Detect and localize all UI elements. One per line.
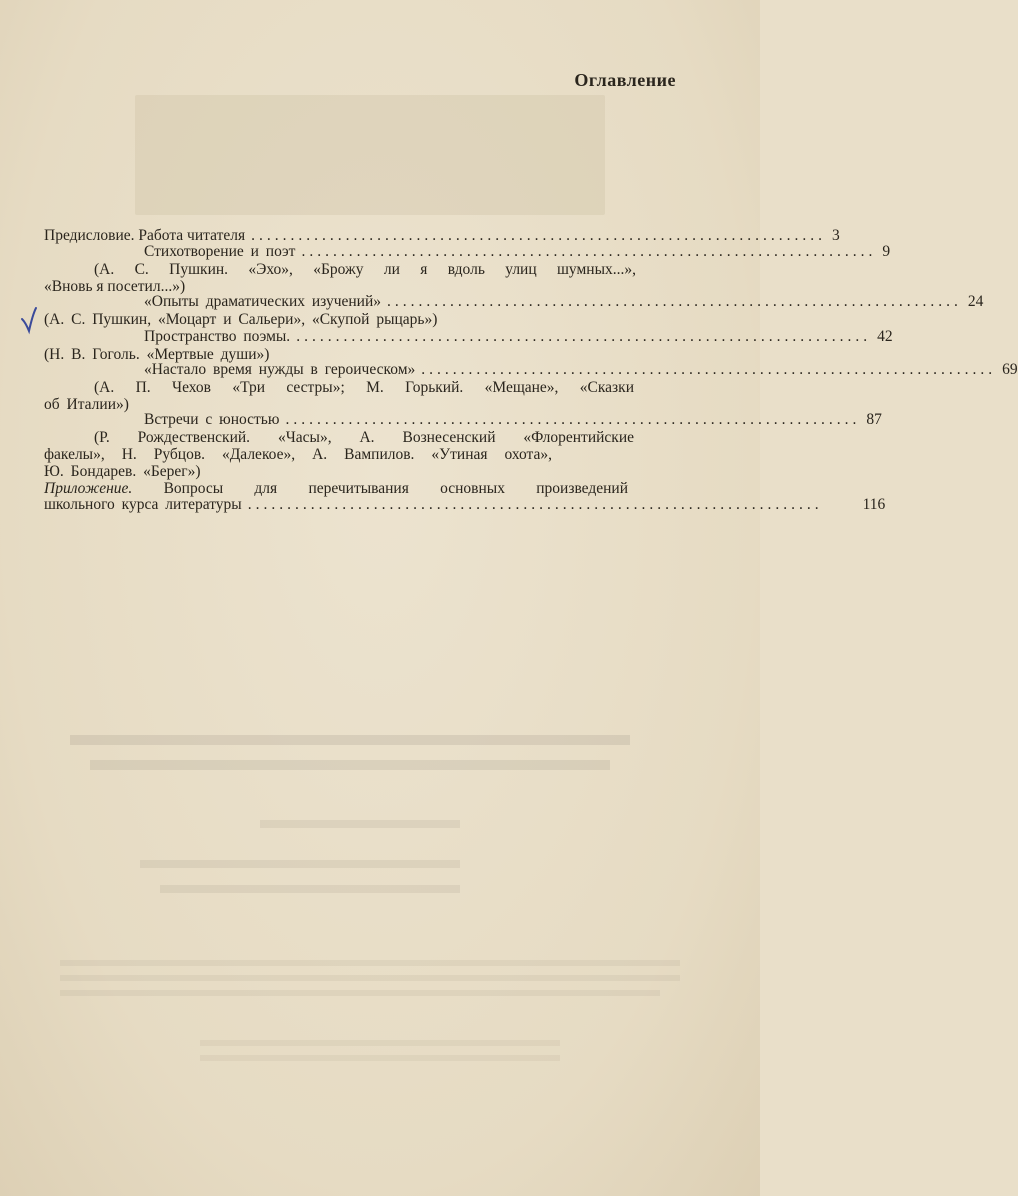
- toc-page-number: 116: [862, 496, 886, 513]
- toc-entry-space-of-poem[interactable]: [144, 327, 893, 347]
- leader-dots: .........................................................................: [387, 293, 962, 310]
- appendix-label: Приложение.: [44, 480, 133, 497]
- paper-stain: [135, 95, 605, 215]
- leader-dots: .........................................................................: [421, 361, 997, 378]
- toc-entry-appendix-cont[interactable]: [44, 495, 886, 515]
- toc-entry-heroic-time[interactable]: [144, 360, 1018, 380]
- toc-subtitle: (Н. В. Гоголь. «Мертвые души»): [44, 346, 270, 363]
- toc-entry-title: Встречи с юностью: [144, 411, 280, 428]
- toc-entry-youth-meetings[interactable]: [144, 410, 882, 430]
- toc-page-number: 9: [882, 243, 891, 260]
- toc-page-number: 24: [967, 293, 984, 310]
- toc-subtitle: «Вновь я посетил...»): [44, 278, 186, 295]
- toc-page-number: 42: [877, 328, 893, 345]
- toc-entry-title: Стихотворение и поэт: [144, 243, 296, 260]
- toc-entry-title: школьного курса литературы: [44, 496, 242, 513]
- toc-subtitle: Ю. Бондарев. «Берег»): [44, 463, 201, 480]
- toc-subtitle: (А. С. Пушкин, «Моцарт и Сальери», «Скупой рыцарь»): [44, 311, 438, 328]
- leader-dots: .........................................................................: [296, 328, 872, 345]
- toc-page-number: 3: [831, 227, 840, 244]
- leader-dots: .........................................................................: [301, 243, 877, 260]
- toc-subtitle: (А. П. Чехов «Три сестры»; М. Горький. «Мещане», «Сказки: [94, 379, 634, 396]
- toc-entry-dramatic-studies[interactable]: [144, 292, 984, 312]
- toc-subtitle: факелы», Н. Рубцов. «Далекое», А. Вампилов. «Утиная охота»,: [44, 446, 552, 463]
- toc-page-number: 87: [866, 411, 882, 428]
- toc-entry-poem-and-poet[interactable]: [144, 242, 891, 262]
- page-title: Оглавление: [574, 70, 676, 90]
- toc-entry-title: Вопросы для перечитывания основных произведений: [163, 480, 629, 497]
- toc-subtitle: об Италии»): [44, 396, 129, 413]
- toc-subtitle: (А. С. Пушкин. «Эхо», «Брожу ли я вдоль улиц шумных...»,: [94, 261, 636, 278]
- toc-entry-title: Предисловие. Работа читателя: [44, 227, 246, 244]
- toc-subtitle: (Р. Рождественский. «Часы», А. Вознесенский «Флорентийские: [94, 429, 634, 446]
- leader-dots: .........................................................................: [247, 496, 823, 513]
- leader-dots: .........................................................................: [285, 411, 861, 428]
- toc-entry-title: Пространство поэмы.: [144, 328, 291, 345]
- leader-dots: .........................................................................: [251, 227, 826, 244]
- toc-entry-title: «Настало время нужды в героическом»: [144, 361, 416, 378]
- toc-page-number: 69: [1002, 361, 1018, 378]
- check-mark-icon: [20, 307, 38, 333]
- toc-entry-title: «Опыты драматических изучений»: [144, 293, 382, 310]
